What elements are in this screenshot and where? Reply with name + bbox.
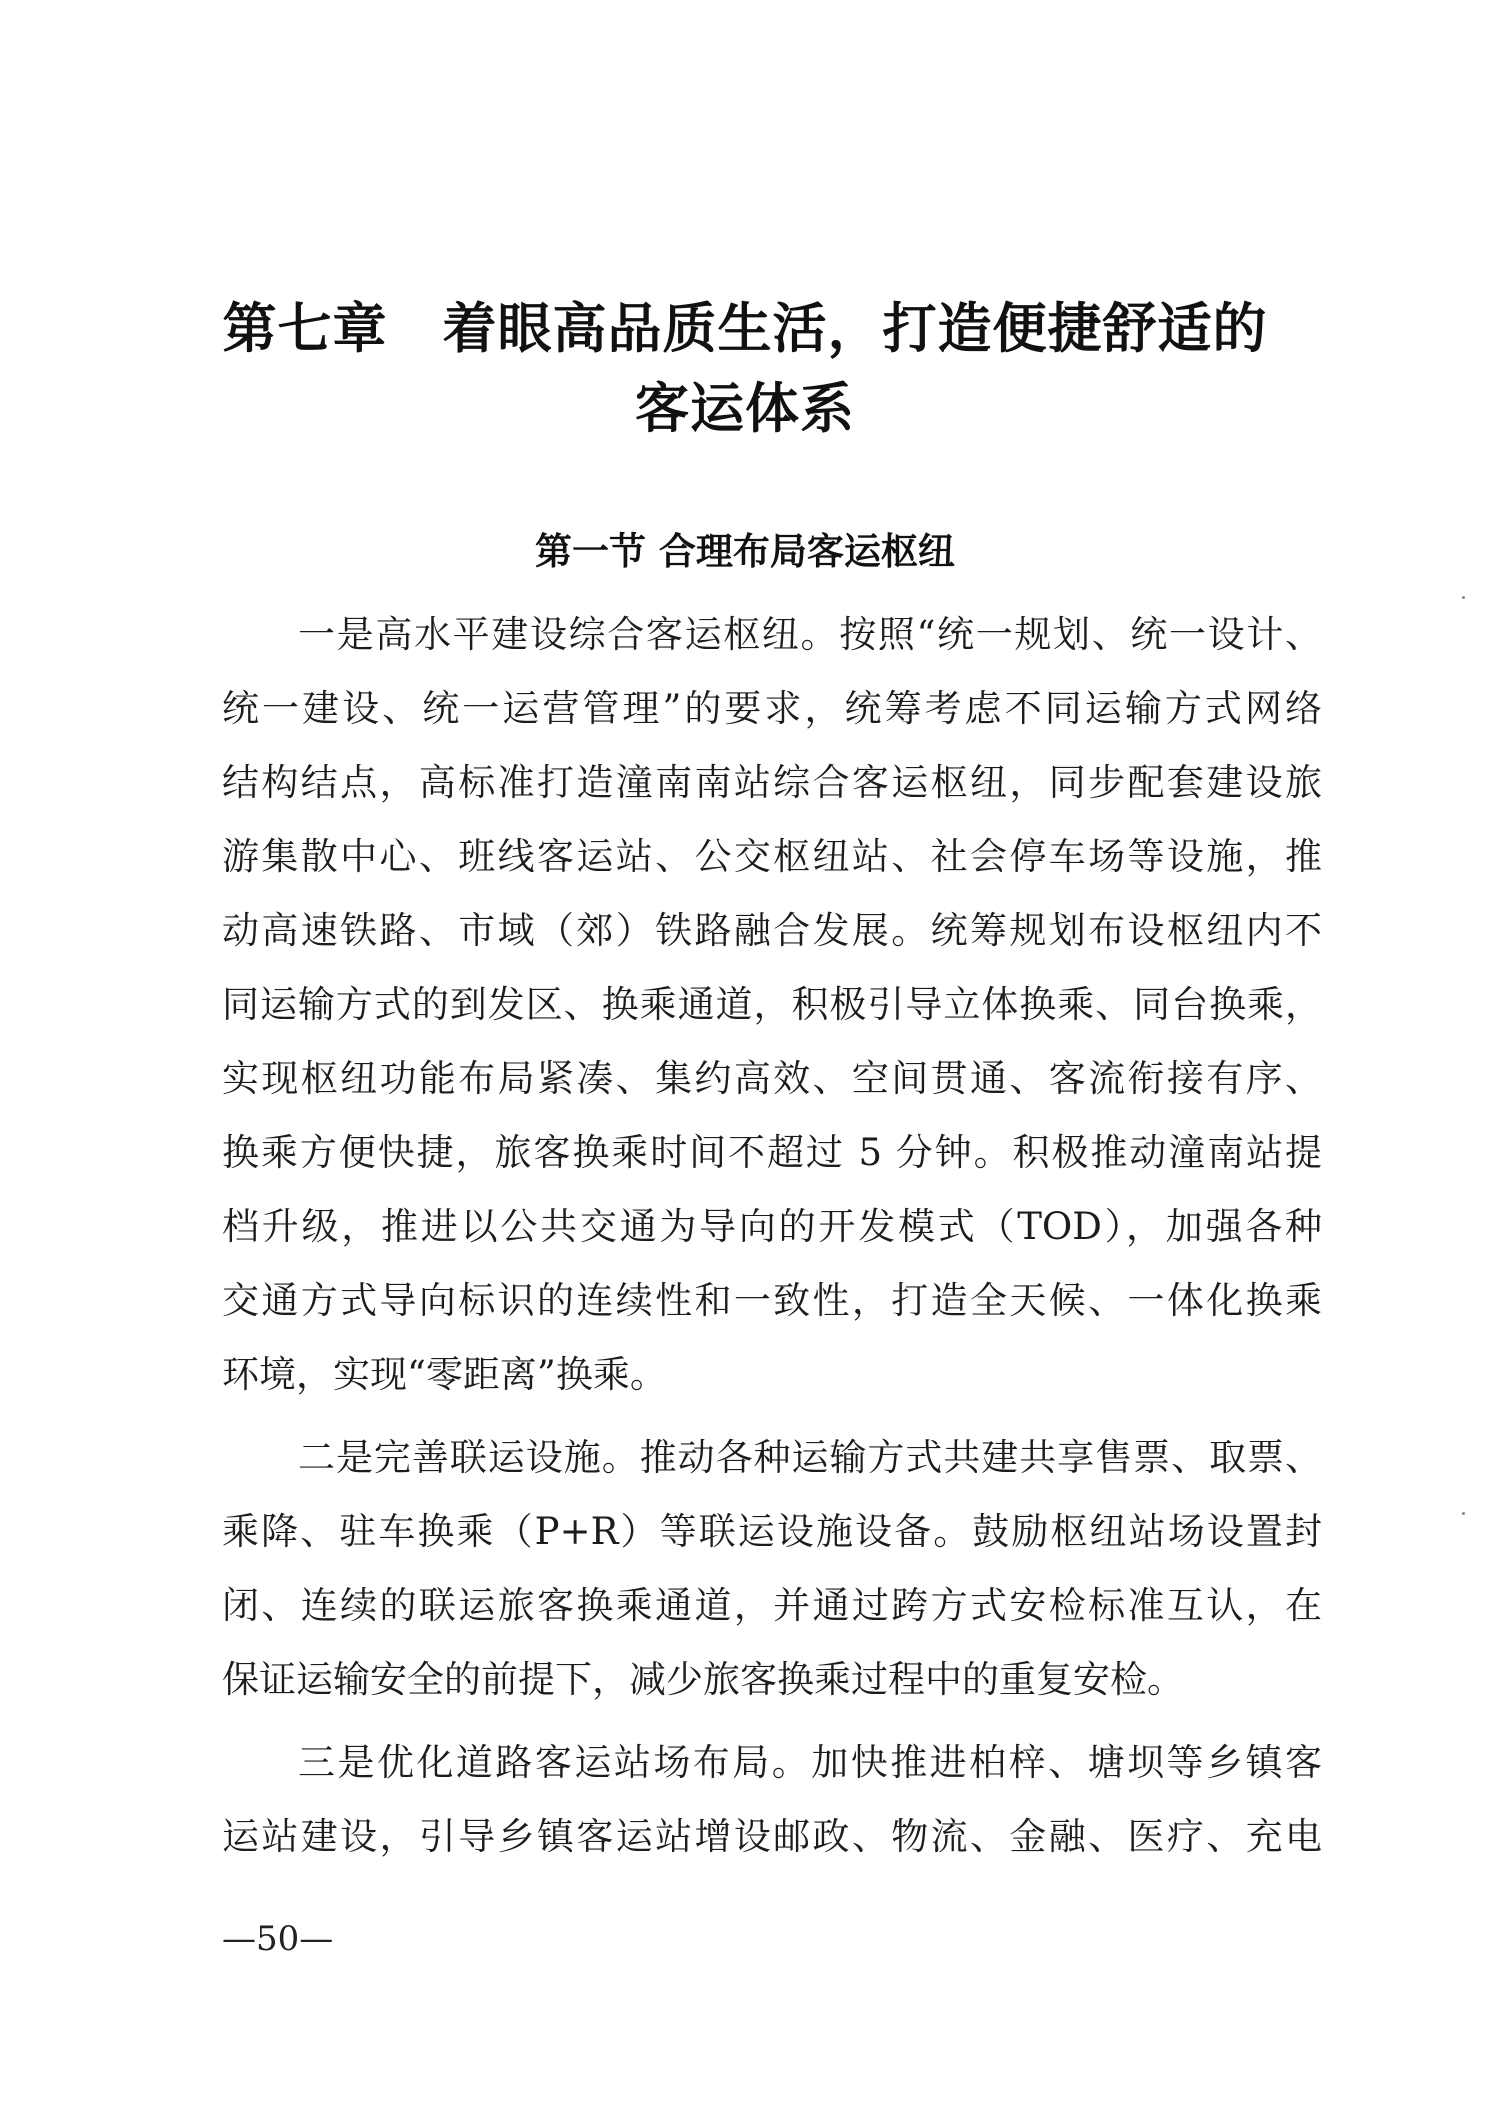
- section-title: 第一节 合理布局客运枢纽: [535, 530, 955, 573]
- body-line: 三是优化道路客运站场布局。加快推进柏梓、塘坝等乡镇客: [298, 1741, 1322, 1784]
- body-line: 乘降、驻车换乘（P+R）等联运设施设备。鼓励枢纽站场设置封: [222, 1510, 1322, 1553]
- body-line: 运站建设，引导乡镇客运站增设邮政、物流、金融、医疗、充电: [222, 1815, 1322, 1858]
- scan-speck: [1462, 1512, 1465, 1515]
- body-line: 实现枢纽功能布局紧凑、集约高效、空间贯通、客流衔接有序、: [222, 1057, 1322, 1100]
- body-line: 换乘方便快捷，旅客换乘时间不超过 5 分钟。积极推动潼南站提: [222, 1131, 1322, 1174]
- body-line: 结构结点，高标准打造潼南南站综合客运枢纽，同步配套建设旅: [222, 761, 1322, 804]
- body-line: 二是完善联运设施。推动各种运输方式共建共享售票、取票、: [298, 1436, 1322, 1479]
- body-line: 环境，实现“零距离”换乘。: [222, 1353, 667, 1396]
- body-line: 游集散中心、班线客运站、公交枢纽站、社会停车场等设施，推: [222, 835, 1322, 878]
- scan-speck: [1462, 596, 1465, 599]
- chapter-title-line-1: 第七章 着眼高品质生活，打造便捷舒适的: [222, 297, 1268, 360]
- body-line: 动高速铁路、市域（郊）铁路融合发展。统筹规划布设枢纽内不: [222, 909, 1322, 952]
- chapter-title-line-2: 客运体系: [635, 377, 855, 440]
- body-line: 同运输方式的到发区、换乘通道，积极引导立体换乘、同台换乘，: [222, 983, 1322, 1026]
- body-line: 闭、连续的联运旅客换乘通道，并通过跨方式安检标准互认，在: [222, 1584, 1322, 1627]
- body-line: 统一建设、统一运营管理”的要求，统筹考虑不同运输方式网络: [222, 687, 1322, 730]
- body-line: 交通方式导向标识的连续性和一致性，打造全天候、一体化换乘: [222, 1279, 1322, 1322]
- body-line: 档升级，推进以公共交通为导向的开发模式（TOD），加强各种: [222, 1205, 1322, 1248]
- page-number: —50—: [222, 1919, 334, 1959]
- body-line: 保证运输安全的前提下，减少旅客换乘过程中的重复安检。: [222, 1658, 1184, 1701]
- body-line: 一是高水平建设综合客运枢纽。按照“统一规划、统一设计、: [298, 613, 1322, 656]
